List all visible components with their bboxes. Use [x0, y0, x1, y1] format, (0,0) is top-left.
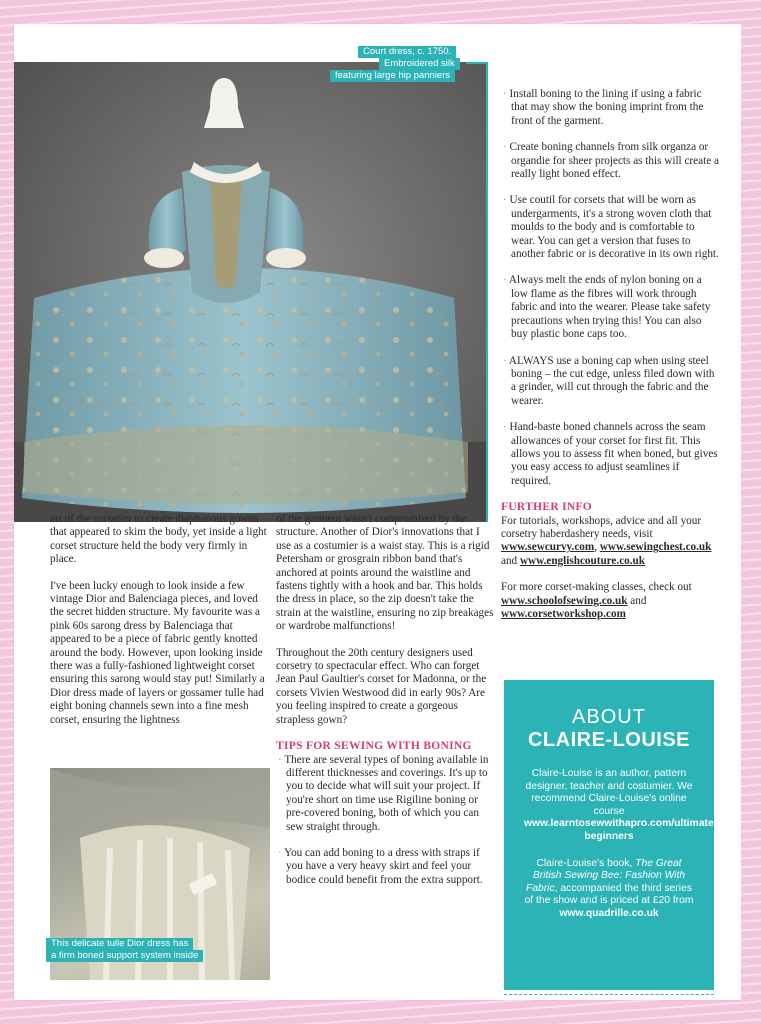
tip-item — [501, 355, 719, 409]
body-paragraph: Throughout the 20th century designers used corsetry to spectacular effect. Who can forget Jean Paul Gaultier's corset for Madonna, or the corsets Vivien Westwood did in early 90s? Are you feeling inspired to create a gorgeous strapless gown? — [276, 646, 487, 726]
tip-text: Hand-baste boned channels across the seam allowances of your corset for first fit. This allows you to assess fit when boned, but gives you easy access to adjust seamlines if required. — [509, 421, 718, 487]
tip-item — [276, 754, 494, 834]
court-dress-illustration — [14, 62, 486, 522]
bullet-icon: · — [503, 354, 509, 367]
bullet-icon: · — [278, 846, 285, 859]
link-corsetworkshop[interactable]: www.corsetworkshop.com — [501, 608, 626, 620]
tip-item — [501, 421, 719, 488]
about-text: Claire-Louise's book, — [536, 857, 633, 869]
tip-item — [276, 847, 494, 887]
photo-caption-line: Court dress, c. 1750. — [358, 46, 456, 58]
photo-caption-line: featuring large hip panniers — [330, 70, 455, 82]
tip-text: Install boning to the lining if using a fabric that may show the boning imprint from the front of the garment. — [509, 88, 704, 127]
tip-text: Always melt the ends of nylon boning on a low flame as the fibres will work through fabric and into the wearer. Please take safety precautions when trying this! You can also buy plastic bone caps too. — [508, 274, 711, 341]
body-paragraph: art of the corsetier to create diaphanous gowns that appeared to skim the body, yet inside a light corset structure held the body very firmly in place. — [50, 513, 267, 566]
about-author-box — [504, 680, 718, 990]
tip-item — [501, 88, 719, 128]
link-schoolofsewing[interactable]: www.schoolofsewing.co.uk — [501, 594, 628, 607]
about-paragraph — [524, 858, 694, 921]
bullet-icon: · — [503, 141, 510, 154]
magazine-page — [14, 24, 741, 1000]
photo-caption-line: Embroidered silk — [379, 58, 460, 70]
tip-text: Create boning channels from silk organza or organdie for sheer projects as this will create a really light boned effect. — [509, 141, 719, 181]
tip-item — [501, 194, 719, 261]
link-englishcouture[interactable]: www.englishcouture.co.uk — [519, 554, 645, 567]
body-paragraph: I've been lucky enough to look inside a few vintage Dior and Balenciaga pieces, and loved the secret hidden structure. My favourite was a pink 60s sarong dress by Balenciaga that appeared to be a piece of fabric gently knotted around the body. However, upon looking inside there was a fully-fashioned lightweight corset ensuring this sarong would stay put! Similarly a Dior dress made of layers or gossamer tulle had eight boning channels sewn into a fine mesh corset, ensuring the lightness — [50, 579, 265, 726]
tip-item — [501, 141, 719, 181]
tip-text: ALWAYS use a boning cap when using steel boning – the cut edge, unless filed down with a grinder, will cut through the fabric and the wearer. — [508, 354, 715, 407]
about-heading-small: ABOUT — [572, 706, 646, 728]
further-text: and — [630, 594, 647, 607]
link-quadrille[interactable]: www.quadrille.co.uk — [559, 907, 659, 919]
court-dress-photo — [14, 62, 486, 522]
text-column-3 — [501, 88, 719, 621]
photo-caption-line: a firm boned support system inside — [46, 950, 203, 962]
tip-text: There are several types of boning available in different thicknesses and coverings. It's up to you to decide what will suit your project. If you're short on time use Rigiline boning or pre-covered boning, both of which you can sew straight through. — [284, 753, 489, 833]
text-column-2 — [276, 513, 494, 900]
photo-frame-accent-top — [466, 62, 488, 64]
further-text: For tutorials, workshops, advice and all your corsetry haberdashery needs, visit — [501, 514, 702, 540]
text-column-1 — [50, 513, 268, 740]
link-learntosew[interactable]: www.learntosewwithapro.com/ultimate-beginners — [524, 818, 718, 842]
link-sewingchest[interactable]: www.sewingchest.co.uk — [599, 541, 712, 554]
bullet-icon: · — [503, 88, 510, 100]
photo-caption-line: This delicate tulle Dior dress has — [46, 938, 193, 950]
tip-text: You can add boning to a dress with straps if you have a very heavy skirt and feel your bodice could benefit from the extra support. — [284, 846, 483, 886]
about-text: , accompanied the third series of the show and is priced at £20 from — [524, 882, 694, 907]
about-dashed-divider — [504, 994, 714, 995]
further-info-paragraph — [501, 581, 719, 621]
about-paragraph — [524, 768, 718, 844]
bullet-icon: · — [503, 421, 510, 434]
photo-frame-accent — [486, 62, 488, 522]
link-sewcurvy[interactable]: www.sewcurvy.com — [501, 541, 595, 554]
tip-item — [501, 274, 719, 341]
bullet-icon: · — [503, 194, 510, 207]
further-info-paragraph: For tutorials, workshops, advice and all your corsetry haberdashery needs, visit www.sewcurvy.com, www.sewingchest.co.uk and www.englishcouture.co.uk — [501, 514, 712, 567]
bullet-icon: · — [503, 274, 509, 287]
body-paragraph: of the garment wasn't compromised by the structure. Another of Dior's innovations that I use as a costumier is a waist stay. This is a rigid Petersham or grosgrain ribbon band that's anchored at points around the waistline and fastens tightly with a hook and bar. This holds the dress in place, so the zip doesn't take the strain at the waistline, ensuring no zip breakages or wardrobe malfunctions! — [276, 513, 494, 633]
book-title: The Great British Sewing Bee: Fashion With Fabric — [526, 857, 686, 894]
further-text: For more corset-making classes, check out — [501, 581, 692, 594]
tip-text: Use coutil for corsets that will be worn as undergarments, it's a strong woven cloth that moulds to the body and is comfortable to wear. You can get a version that fuses to another fabric or is decorative in its own right. — [509, 194, 719, 261]
about-text: Claire-Louise is an author, pattern designer, teacher and costumier. We recommend Claire-Louise's online course — [525, 768, 693, 817]
bullet-icon: · — [278, 753, 285, 766]
about-heading-name: CLAIRE-LOUISE — [527, 729, 691, 751]
further-info-heading: FURTHER INFO — [501, 501, 593, 514]
further-text: and — [501, 554, 518, 567]
tips-heading: TIPS FOR SEWING WITH BONING — [276, 740, 472, 753]
